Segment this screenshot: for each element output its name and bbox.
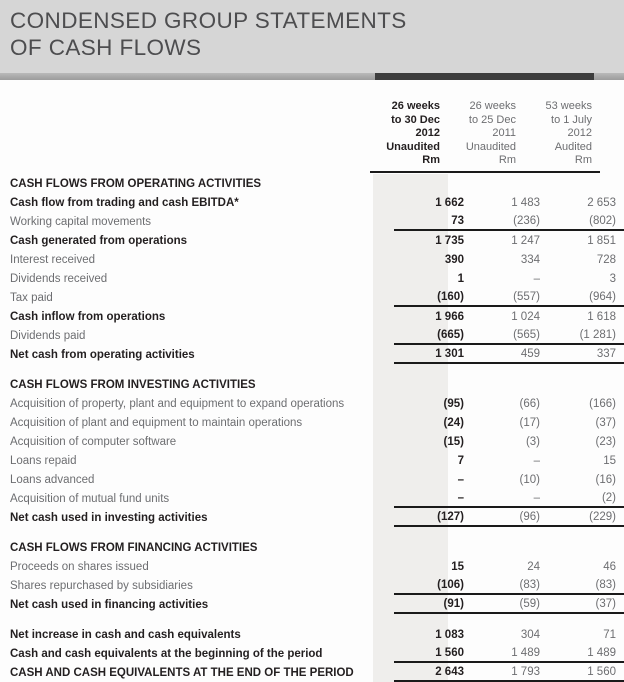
- row-label: Dividends received: [10, 272, 108, 285]
- row-value-cell-2012-unaudited: 7: [457, 454, 464, 467]
- table-row: [0, 470, 624, 489]
- table-row: [0, 432, 624, 451]
- row-values: [394, 663, 624, 682]
- accent-bar-right-segment: [594, 73, 624, 80]
- row-value-cell-2012-unaudited: (95): [443, 397, 464, 410]
- row-label: CASH FLOWS FROM OPERATING ACTIVITIES: [10, 177, 262, 190]
- row-values: [394, 557, 624, 576]
- row-label: Working capital movements: [10, 215, 152, 228]
- row-value-cell-2012-audited: (37): [595, 597, 616, 610]
- row-values: [394, 625, 624, 644]
- row-value-cell-2011-unaudited: 304: [520, 628, 540, 641]
- table-row: [0, 663, 624, 682]
- row-label: Loans repaid: [10, 454, 77, 467]
- table-row: [0, 413, 624, 432]
- row-value-cell-2012-unaudited: (24): [443, 416, 464, 429]
- row-value-cell-2012-unaudited: 1 301: [435, 347, 464, 360]
- row-label: CASH FLOWS FROM INVESTING ACTIVITIES: [10, 378, 256, 391]
- row-label: CASH FLOWS FROM FINANCING ACTIVITIES: [10, 541, 258, 554]
- column-header-line: Unaudited: [465, 140, 516, 153]
- row-value-cell-2011-unaudited: –: [533, 272, 540, 285]
- row-value-cell-2011-unaudited: –: [533, 454, 540, 467]
- row-value-cell-2011-unaudited: 334: [520, 253, 540, 266]
- table-row: [0, 307, 624, 326]
- row-value-cell-2012-audited: 15: [603, 454, 616, 467]
- table-row: [0, 193, 624, 212]
- row-label: Dividends paid: [10, 329, 86, 342]
- column-headers: [370, 100, 600, 168]
- row-label: Acquisition of plant and equipment to maintain operations: [10, 416, 303, 429]
- row-label: Net cash used in financing activities: [10, 598, 209, 611]
- table-row: [0, 576, 624, 595]
- table-row: [0, 508, 624, 527]
- statement-table: [0, 174, 624, 682]
- row-value-cell-2011-unaudited: 1 247: [511, 234, 540, 247]
- row-values: [394, 269, 624, 288]
- row-value-cell-2011-unaudited: (10): [519, 473, 540, 486]
- row-value-cell-2011-unaudited: (565): [513, 328, 540, 341]
- row-values: [394, 489, 624, 508]
- row-value-cell-2011-unaudited: –: [533, 491, 540, 504]
- column-header-line: Rm: [498, 154, 516, 166]
- row-values: [394, 193, 624, 212]
- accent-bar-dark-segment: [375, 73, 594, 80]
- row-value-cell-2012-unaudited: (127): [437, 510, 464, 523]
- row-value-cell-2012-unaudited: (15): [443, 435, 464, 448]
- row-values: [394, 326, 624, 345]
- row-value-cell-2012-audited: (964): [589, 290, 616, 303]
- row-value-cell-2012-audited: 46: [603, 560, 616, 573]
- row-value-cell-2011-unaudited: 1 793: [511, 665, 540, 678]
- row-value-cell-2012-audited: (1 281): [579, 328, 616, 341]
- section-spacer: [0, 614, 624, 625]
- row-values: [394, 394, 624, 413]
- row-value-cell-2011-unaudited: (66): [519, 397, 540, 410]
- row-value-cell-2012-audited: 1 618: [587, 310, 616, 323]
- row-values: [394, 174, 624, 193]
- table-row: [0, 644, 624, 663]
- row-value-cell-2012-audited: (802): [589, 214, 616, 227]
- row-value-cell-2012-unaudited: –: [457, 491, 464, 504]
- column-header-line: 2012: [567, 127, 592, 139]
- row-label: Proceeds on shares issued: [10, 560, 149, 573]
- row-value-cell-2011-unaudited: 459: [520, 347, 540, 360]
- row-values: [394, 307, 624, 326]
- row-value-cell-2012-unaudited: 1 662: [435, 196, 464, 209]
- table-row: [0, 269, 624, 288]
- row-values: [394, 413, 624, 432]
- row-value-cell-2011-unaudited: (557): [513, 290, 540, 303]
- row-value-cell-2011-unaudited: (236): [513, 214, 540, 227]
- column-header-line: Unaudited: [386, 140, 440, 153]
- row-value-cell-2012-audited: 3: [609, 272, 616, 285]
- row-label: Tax paid: [10, 291, 53, 304]
- row-value-cell-2011-unaudited: 1 489: [511, 646, 540, 659]
- row-label: Cash generated from operations: [10, 234, 188, 247]
- row-label: Acquisition of property, plant and equipment to expand operations: [10, 397, 345, 410]
- page-title: [0, 0, 624, 61]
- row-value-cell-2012-audited: (16): [595, 473, 616, 486]
- row-value-cell-2012-audited: 728: [596, 253, 616, 266]
- row-label: Net cash from operating activities: [10, 348, 195, 361]
- row-value-cell-2011-unaudited: (3): [525, 435, 540, 448]
- row-value-cell-2012-unaudited: (106): [437, 578, 464, 591]
- column-header-line: Rm: [574, 154, 592, 166]
- table-row: [0, 345, 624, 364]
- row-value-cell-2012-audited: (166): [589, 397, 616, 410]
- row-value-cell-2012-audited: 2 653: [587, 196, 616, 209]
- row-values: [394, 538, 624, 557]
- table-row: [0, 375, 624, 394]
- row-label: Net increase in cash and cash equivalents: [10, 628, 241, 641]
- row-value-cell-2011-unaudited: (17): [519, 416, 540, 429]
- row-values: [394, 231, 624, 250]
- row-value-cell-2012-audited: 1 851: [587, 234, 616, 247]
- row-value-cell-2011-unaudited: 1 024: [511, 310, 540, 323]
- accent-bar-left-segment: [0, 73, 375, 80]
- row-value-cell-2012-audited: 1 560: [587, 665, 616, 678]
- column-header-line: 26 weeks: [391, 100, 440, 112]
- row-label: Acquisition of mutual fund units: [10, 492, 170, 505]
- column-header-1: [370, 100, 448, 168]
- row-value-cell-2012-unaudited: 15: [451, 560, 464, 573]
- column-header-line: to 25 Dec: [468, 113, 516, 126]
- table-row: [0, 394, 624, 413]
- row-value-cell-2011-unaudited: (59): [519, 597, 540, 610]
- row-values: [394, 451, 624, 470]
- column-header-line: Audited: [554, 140, 592, 153]
- row-label: Loans advanced: [10, 473, 95, 486]
- row-value-cell-2012-unaudited: 1 735: [435, 234, 464, 247]
- row-label: Shares repurchased by subsidiaries: [10, 579, 193, 592]
- table-row: [0, 557, 624, 576]
- column-header-line: Rm: [422, 154, 440, 166]
- row-values: [394, 508, 624, 527]
- row-value-cell-2011-unaudited: (83): [519, 578, 540, 591]
- column-header-line: 2012: [415, 127, 440, 139]
- row-value-cell-2012-audited: (37): [595, 416, 616, 429]
- row-values: [394, 576, 624, 595]
- row-values: [394, 288, 624, 307]
- section-spacer: [0, 527, 624, 538]
- row-values: [394, 212, 624, 231]
- row-value-cell-2012-audited: 337: [596, 347, 616, 360]
- row-label: Cash inflow from operations: [10, 310, 166, 323]
- row-values: [394, 644, 624, 663]
- row-label: Cash flow from trading and cash EBITDA*: [10, 196, 239, 209]
- row-values: [394, 375, 624, 394]
- table-row: [0, 288, 624, 307]
- row-value-cell-2012-unaudited: 73: [451, 214, 464, 227]
- row-value-cell-2012-unaudited: (91): [443, 597, 464, 610]
- row-value-cell-2012-audited: (2): [601, 491, 616, 504]
- row-value-cell-2012-audited: 1 489: [587, 646, 616, 659]
- row-label: CASH AND CASH EQUIVALENTS AT THE END OF THE PERIOD: [10, 666, 354, 679]
- page-title-line-2: OF CASH FLOWS: [10, 35, 202, 60]
- table-row: [0, 231, 624, 250]
- header-accent-bar: [0, 73, 624, 80]
- section-spacer: [0, 364, 624, 375]
- row-value-cell-2012-unaudited: 2 643: [435, 665, 464, 678]
- table-row: [0, 538, 624, 557]
- row-value-cell-2012-unaudited: 1: [457, 272, 464, 285]
- column-header-3: [524, 100, 600, 168]
- row-value-cell-2012-audited: (229): [589, 510, 616, 523]
- table-row: [0, 489, 624, 508]
- column-header-rule: [370, 171, 600, 173]
- table-row: [0, 595, 624, 614]
- row-value-cell-2012-audited: (83): [595, 578, 616, 591]
- column-header-line: 26 weeks: [469, 100, 516, 112]
- row-values: [394, 345, 624, 364]
- row-value-cell-2012-unaudited: 1 560: [435, 646, 464, 659]
- row-value-cell-2012-unaudited: 390: [444, 253, 464, 266]
- table-row: [0, 212, 624, 231]
- row-label: Cash and cash equivalents at the beginning of the period: [10, 647, 323, 660]
- table-row: [0, 451, 624, 470]
- row-value-cell-2012-unaudited: 1 083: [435, 628, 464, 641]
- row-values: [394, 432, 624, 451]
- row-value-cell-2012-unaudited: (160): [437, 290, 464, 303]
- row-label: Acquisition of computer software: [10, 435, 177, 448]
- page-header: [0, 0, 624, 73]
- row-label: Net cash used in investing activities: [10, 511, 208, 524]
- column-header-line: 2011: [492, 127, 516, 139]
- page-title-line-1: CONDENSED GROUP STATEMENTS: [10, 8, 407, 33]
- row-value-cell-2012-unaudited: 1 966: [435, 310, 464, 323]
- row-value-cell-2012-audited: 71: [603, 628, 616, 641]
- row-label: Interest received: [10, 253, 96, 266]
- row-values: [394, 595, 624, 614]
- row-value-cell-2012-audited: (23): [595, 435, 616, 448]
- row-value-cell-2011-unaudited: (96): [519, 510, 540, 523]
- column-header-line: to 1 July: [551, 113, 592, 126]
- table-row: [0, 625, 624, 644]
- column-header-line: to 30 Dec: [391, 113, 440, 126]
- table-row: [0, 174, 624, 193]
- row-value-cell-2012-unaudited: (665): [437, 328, 464, 341]
- row-value-cell-2011-unaudited: 24: [527, 560, 540, 573]
- table-row: [0, 326, 624, 345]
- row-values: [394, 250, 624, 269]
- row-value-cell-2011-unaudited: 1 483: [511, 196, 540, 209]
- row-value-cell-2012-unaudited: –: [457, 473, 464, 486]
- table-row: [0, 250, 624, 269]
- column-header-line: 53 weeks: [545, 100, 592, 112]
- column-header-2: [448, 100, 524, 168]
- row-values: [394, 470, 624, 489]
